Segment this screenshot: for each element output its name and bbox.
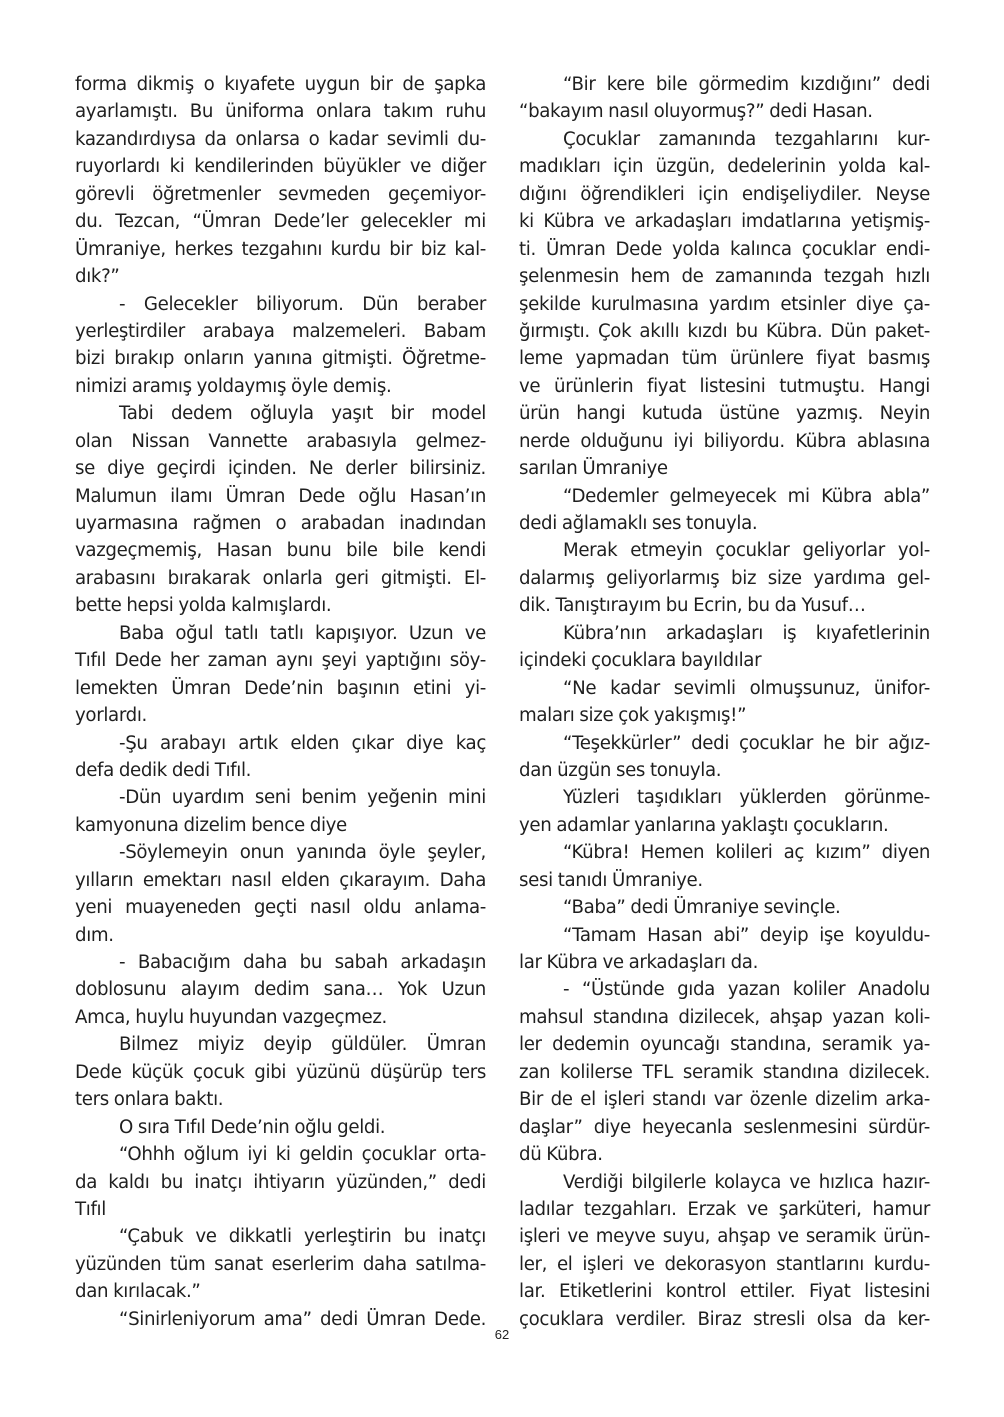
text-line: kazandırdıysa da onlarsa o kadar sevimli du- (75, 128, 486, 150)
text-line: Baba oğul tatlı tatlı kapışıyor. Uzun ve (119, 622, 486, 644)
text-line: “bakayım nasıl oluyormuş?” dedi Hasan. (519, 101, 873, 123)
text-line: arabasını bırakarak onlarla geri gitmişti. El- (75, 567, 486, 589)
text-line: Tıfıl (75, 1198, 106, 1220)
text-line: şelenmesin hem de zamanında tezgah hızlı (519, 266, 930, 288)
text-line: dü Kübra. (519, 1144, 603, 1166)
text-line: Bilmez miyiz deyip güldüler. Ümran (119, 1034, 486, 1056)
text-line: dık?” (75, 266, 120, 288)
text-line: “Bir kere bile görmedim kızdığını” dedi (563, 74, 930, 95)
text-line: Dede küçük çocuk gibi yüzünü düşürüp ters (75, 1061, 486, 1083)
text-line: dığını öğrendikleri için endişeliydiler. Neyse (519, 183, 930, 205)
text-line: kamyonuna dizelim bence diye (75, 814, 347, 836)
text-line: nimizi aramış yoldaymış öyle demiş. (75, 375, 392, 397)
text-line: yeni muayeneden geçti nasıl oldu anlama- (75, 897, 486, 919)
text-line: du. Tezcan, “Ümran Dede’ler gelecekler mi (75, 211, 486, 233)
text-line: “Baba” dedi Ümraniye sevinçle. (563, 897, 841, 919)
text-line: ti. Ümran Dede yolda kalınca çocuklar endi- (519, 238, 930, 260)
text-line: dik. Tanıştırayım bu Ecrin, bu da Yusuf… (519, 595, 866, 617)
text-line: lar. Etiketlerini kontrol ettiler. Fiyat listesini (519, 1281, 930, 1303)
text-line: Tabi dedem oğluyla yaşıt bir model (119, 403, 486, 425)
text-line: “Teşekkürler” dedi çocuklar he bir ağız- (563, 732, 930, 754)
text-line: şekilde kurulmasına yardım etsinler diye ça- (519, 293, 930, 315)
text-line: ayarlamıştı. Bu üniforma onlara takım ruhu (75, 101, 486, 123)
text-line: - “Üstünde gıda yazan koliler Anadolu (563, 979, 930, 1001)
text-line: ler, el işleri ve dekorasyon stantlarını kurdu- (519, 1253, 930, 1275)
text-line: ler dedemin oyuncağı standına, seramik ya- (519, 1034, 930, 1056)
text-column-right (519, 71, 930, 1333)
text-line: bizi bırakıp onların yanına gitmişti. Öğretme- (75, 348, 486, 370)
page-number: 62 (494, 1327, 510, 1342)
text-line: Malumun ilamı Ümran Dede oğlu Hasan’ın (75, 485, 486, 507)
text-line: zan kolilerse TFL seramik standına dizilecek. (519, 1061, 930, 1083)
text-line: olan Nissan Vannette arabasıyla gelmez- (75, 430, 486, 452)
text-line: Yüzleri taşıdıkları yüklerden görünme- (563, 787, 930, 809)
text-line: uyarmasına rağmen o arabadan inadından (75, 513, 486, 534)
text-line: çocuklara verdiler. Biraz stresli olsa da ker- (519, 1308, 930, 1330)
text-line: Ümraniye, herkes tezgahını kurdu bir biz kal- (75, 238, 486, 260)
text-line: görevli öğretmenler sevmeden geçemiyor- (75, 183, 486, 205)
text-line: - Babacığım daha bu sabah arkadaşın (119, 952, 486, 973)
text-line: lemekten Ümran Dede’nin başının etini yi- (75, 677, 486, 699)
text-line: defa dedik dedi Tıfıl. (75, 759, 252, 781)
text-line: dım. (75, 924, 114, 946)
text-line: yılların emektarı nasıl elden çıkarayım. Daha (75, 869, 486, 891)
text-line: “Ohhh oğlum iyi ki geldin çocuklar orta- (119, 1144, 486, 1166)
text-line: “Kübra! Hemen kolileri aç kızım” diyen (563, 842, 930, 864)
text-line: dedi ağlamaklı ses tonuyla. (519, 513, 758, 534)
text-column-left (75, 71, 486, 1333)
text-line: se diye geçirdi içinden. Ne derler bilirsiniz. (75, 458, 486, 480)
text-line: “Sinirleniyorum ama” dedi Ümran Dede. (119, 1308, 486, 1330)
text-line: lar Kübra ve arkadaşları da. (519, 952, 759, 973)
text-line: Çocuklar zamanında tezgahlarını kur- (563, 128, 930, 150)
text-line: leme yapmadan tüm ürünlere fiyat basmış (519, 348, 930, 370)
text-line: doblosunu alayım dedim sana… Yok Uzun (75, 979, 486, 1001)
text-line: da kaldı bu inatçı ihtiyarın yüzünden,” dedi (75, 1171, 486, 1193)
text-line: nerde olduğunu iyi biliyordu. Kübra ablasına (519, 430, 930, 452)
text-line: ruyorlardı ki kendilerinden büyükler ve diğer (75, 156, 486, 178)
text-line: dan kırılacak.” (75, 1281, 201, 1303)
text-line: madıkları için üzgün, dedelerinin yolda kal- (519, 156, 930, 178)
text-line: vazgeçmemiş, Hasan bunu bile bile kendi (75, 540, 486, 562)
text-line: Tıfıl Dede her zaman aynı şeyi yaptığını söy- (75, 650, 486, 672)
text-line: sesi tanıdı Ümraniye. (519, 869, 703, 891)
text-line: Verdiği bilgilerle kolayca ve hızlıca hazır- (563, 1171, 930, 1193)
text-line: içindeki çocuklara bayıldılar (519, 650, 762, 672)
text-line: ürün hangi kutuda üstüne yazmış. Neyin (519, 403, 930, 425)
text-line: “Dedemler gelmeyecek mi Kübra abla” (563, 485, 930, 507)
text-line: O sıra Tıfıl Dede’nin oğlu geldi. (119, 1116, 386, 1138)
text-line: forma dikmiş o kıyafete uygun bir de şapka (75, 74, 486, 95)
text-line: ğırmıştı. Çok akıllı kızdı bu Kübra. Dün paket- (519, 320, 930, 342)
text-line: Merak etmeyin çocuklar geliyorlar yol- (563, 540, 930, 562)
text-line: yorlardı. (75, 705, 147, 727)
text-line: daşlar” diye heyecanla seslenmesini sürdür- (519, 1116, 930, 1138)
text-line: ladılar tezgahları. Erzak ve şarküteri, hamur (519, 1198, 930, 1220)
text-line: -Şu arabayı artık elden çıkar diye kaç (119, 732, 486, 754)
text-line: -Söylemeyin onun yanında öyle şeyler, (119, 842, 486, 864)
text-line: “Çabuk ve dikkatli yerleştirin bu inatçı (119, 1226, 486, 1248)
text-line: - Gelecekler biliyorum. Dün beraber (119, 293, 486, 315)
text-line: ve ürünlerin fiyat listesini tutmuştu. Hangi (519, 375, 930, 397)
text-line: “Ne kadar sevimli olmuşsunuz, ünifor- (563, 677, 930, 699)
text-line: maları size çok yakışmış!” (519, 705, 747, 727)
text-line: dan üzgün ses tonuyla. (519, 759, 722, 781)
text-line: Amca, huylu huyundan vazgeçmez. (75, 1006, 387, 1028)
text-line: dalarmış geliyorlarmış biz size yardıma gel- (519, 567, 930, 589)
text-line: Bir de el işleri standı var özenle dizelim arka- (519, 1089, 930, 1111)
text-line: işleri ve meyve suyu, ahşap ve seramik ürün- (519, 1226, 930, 1248)
text-line: yen adamlar yanlarına yaklaştı çocukların. (519, 814, 889, 836)
text-line: “Tamam Hasan abi” deyip işe koyuldu- (563, 924, 930, 946)
text-line: ters onlara baktı. (75, 1089, 224, 1111)
text-line: yerleştirdiler arabaya malzemeleri. Babam (75, 320, 486, 342)
text-line: ki Kübra ve arkadaşları imdatlarına yetişmiş- (519, 211, 930, 233)
text-line: bette hepsi yolda kalmışlardı. (75, 595, 332, 617)
text-line: mahsul standına dizilecek, ahşap yazan koli- (519, 1006, 930, 1028)
text-line: yüzünden tüm sanat eserlerim daha satılma- (75, 1253, 486, 1275)
text-line: sarılan Ümraniye (519, 458, 668, 480)
text-line: -Dün uyardım seni benim yeğenin mini (119, 787, 486, 809)
text-line: Kübra’nın arkadaşları iş kıyafetlerinin (563, 622, 930, 644)
